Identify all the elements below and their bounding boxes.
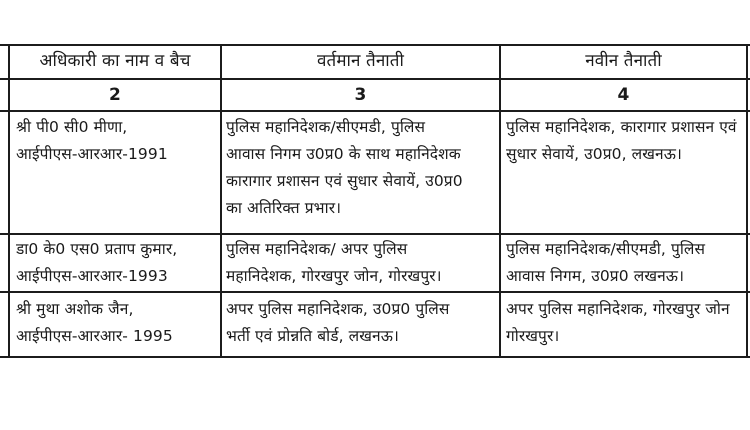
col3-right-border — [499, 44, 501, 358]
row1-border — [0, 233, 750, 235]
column-number-4: 4 — [617, 85, 630, 105]
column-number-2: 2 — [109, 85, 121, 105]
column-number-3: 3 — [354, 85, 367, 105]
table-top-border — [0, 44, 750, 46]
col1-left-border — [8, 44, 10, 358]
row2-new-posting: पुलिस महानिदेशक/सीएमडी, पुलिस आवास निगम, उ0प्र0 लखनऊ। — [506, 240, 706, 285]
col2-right-border — [220, 44, 222, 358]
row1-new-posting: पुलिस महानिदेशक, कारागार प्रशासन एवं सुधार सेवायें, उ0प्र0, लखनऊ। — [506, 118, 737, 163]
header-officer-name-batch: अधिकारी का नाम व बैच — [39, 51, 191, 71]
row3-officer: श्री मुथा अशोक जैन, आईपीएस-आरआर- 1995 — [16, 300, 173, 345]
table-bottom-border — [0, 356, 750, 358]
number-row-border — [0, 110, 750, 112]
header-current-posting: वर्तमान तैनाती — [317, 51, 404, 71]
col4-right-border — [746, 44, 748, 358]
row1-officer: श्री पी0 सी0 मीणा, आईपीएस-आरआर-1991 — [16, 118, 168, 163]
row3-new-posting: अपर पुलिस महानिदेशक, गोरखपुर जोन गोरखपुर। — [506, 300, 730, 345]
row3-current-posting: अपर पुलिस महानिदेशक, उ0प्र0 पुलिस भर्ती एवं प्रोन्नति बोर्ड, लखनऊ। — [226, 300, 450, 345]
row1-current-posting: पुलिस महानिदेशक/सीएमडी, पुलिस आवास निगम उ0प्र0 के साथ महानिदेशक कारागार प्रशासन एवं सुधार सेवायें, उ0प्र0 का अतिरिक्त प्रभार। — [226, 118, 463, 217]
header-bottom-border — [0, 78, 750, 80]
header-new-posting: नवीन तैनाती — [585, 51, 662, 71]
row2-officer: डा0 के0 एस0 प्रताप कुमार, आईपीएस-आरआर-1993 — [16, 240, 178, 285]
row2-border — [0, 291, 750, 293]
row2-current-posting: पुलिस महानिदेशक/ अपर पुलिस महानिदेशक, गोरखपुर जोन, गोरखपुर। — [226, 240, 442, 285]
